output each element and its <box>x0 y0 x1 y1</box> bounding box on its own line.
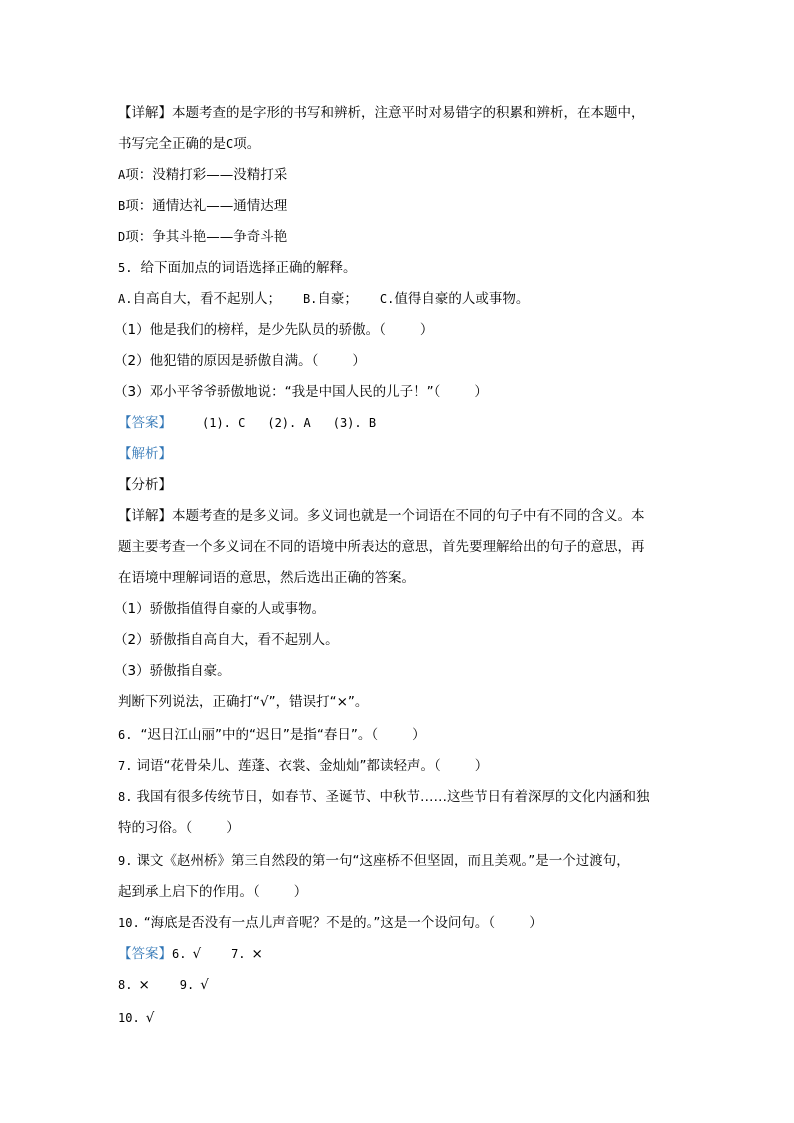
answer-value: (1). C <box>202 416 246 430</box>
sub-number: （1） <box>114 322 150 338</box>
check-mark-icon: √ <box>145 1010 155 1026</box>
question-number: 6. <box>118 728 133 742</box>
question-number: 5. <box>118 261 133 275</box>
question-text: 课文《赵州桥》第三自然段的第一句“这座桥不但坚固，而且美观。”是一个过渡句， <box>136 853 630 869</box>
option-text: 自豪； <box>317 291 358 307</box>
cross-mark-icon: × <box>251 946 263 962</box>
sub-text: 他是我们的榜样，是少先队员的骄傲。（ <box>149 322 386 338</box>
item-a <box>118 167 287 183</box>
answer-number: 8. <box>118 978 133 992</box>
question-7 <box>118 758 488 774</box>
option-letter: C <box>226 137 234 151</box>
item-text: 项：通情达礼——通情达理 <box>125 198 288 214</box>
option-text: 自高自大，看不起别人； <box>132 291 281 307</box>
paren-close: ） <box>529 915 543 931</box>
question-5-sub-3 <box>114 384 488 400</box>
answer-number: 10. <box>118 1011 140 1025</box>
judgement-answer-line-1 <box>118 946 263 962</box>
detail-2-line-1 <box>118 508 645 524</box>
fenxi-label: 【分析】 <box>118 477 172 493</box>
paren-close: ） <box>419 322 434 338</box>
question-text: “迟日江山丽”中的“迟日”是指“春日”。（ <box>140 727 379 743</box>
question-8 <box>118 789 649 805</box>
question-text: 我国有很多传统节日，如春节、圣诞节、中秋节……这些节日有着深厚的文化内涵和独 <box>136 789 650 805</box>
question-5-sub-2 <box>114 353 366 369</box>
paren-close: ） <box>293 884 308 900</box>
item-text: 项：争其斗艳——争奇斗艳 <box>125 229 288 245</box>
question-5-sub-1 <box>114 322 433 338</box>
question-5-title <box>118 260 356 276</box>
option-letter: C. <box>379 292 395 306</box>
explanation-text: （3）骄傲指自豪。 <box>114 663 231 679</box>
item-letter: B <box>118 199 126 213</box>
judgement-answer-line-2 <box>118 977 209 993</box>
answer-number: 6. <box>172 947 187 961</box>
question-10 <box>118 915 543 931</box>
detail-2-line-3 <box>118 570 415 586</box>
question-9 <box>118 853 630 869</box>
sub-number: （3） <box>114 384 150 400</box>
explanation-text: （1）骄傲指值得自豪的人或事物。 <box>114 601 326 617</box>
check-mark-icon: √ <box>192 946 202 962</box>
question-number: 9. <box>118 854 133 868</box>
analysis-heading <box>118 446 172 462</box>
answer-number: 9. <box>179 978 195 992</box>
check-mark-icon: √ <box>200 977 209 993</box>
question-text: “海底是否没有一点儿声音呢？不是的。”这是一个设问句。（ <box>143 915 496 931</box>
question-text: 起到承上启下的作用。（ <box>118 884 260 900</box>
instruction-text: 判断下列说法，正确打“√”，错误打“×”。 <box>118 694 369 710</box>
item-d <box>118 229 287 245</box>
sub-number: （2） <box>114 353 150 369</box>
paren-close: ） <box>474 758 489 774</box>
explanation-text: （2）骄傲指自高自大，看不起别人。 <box>114 632 339 648</box>
question-number: 10. <box>118 916 140 930</box>
cross-mark-icon: × <box>138 977 150 993</box>
question-text: 给下面加点的词语选择正确的解释。 <box>140 260 357 276</box>
question-5-options <box>118 291 529 307</box>
option-text: 值得自豪的人或事物。 <box>394 291 530 307</box>
judgement-instruction <box>118 694 368 710</box>
judgement-answer-line-3 <box>118 1010 154 1026</box>
question-5-answer <box>118 415 376 431</box>
detail-paragraph-line-2 <box>118 136 260 152</box>
detail-text: 本题考查的是字形的书写和辨析，注意平时对易错字的积累和辨析，在本题中， <box>172 105 645 121</box>
item-b <box>118 198 287 214</box>
question-6 <box>118 727 426 743</box>
detail-label: 【详解】 <box>118 508 172 524</box>
answer-number: 7. <box>231 947 246 961</box>
answer-value: (3). B <box>332 416 377 430</box>
detail-text: 项。 <box>233 136 261 152</box>
question-number: 7. <box>118 759 133 773</box>
question-text: 特的习俗。（ <box>118 820 193 836</box>
option-letter: A. <box>118 292 133 306</box>
analysis-label: 【解析】 <box>118 446 172 462</box>
item-letter: A <box>118 168 126 182</box>
detail-text: 书写完全正确的是 <box>118 136 226 152</box>
detail-paragraph-line-1 <box>118 105 645 121</box>
explanation-2 <box>114 632 339 648</box>
detail-2-line-2 <box>118 539 645 555</box>
question-text: 词语“花骨朵儿、莲蓬、衣裳、金灿灿”都读轻声。（ <box>136 758 441 774</box>
explanation-1 <box>114 601 325 617</box>
detail-text: 在语境中理解词语的意思，然后选出正确的答案。 <box>118 570 415 586</box>
sub-text: 他犯错的原因是骄傲自满。（ <box>149 353 319 369</box>
question-8-cont <box>118 820 240 836</box>
detail-text: 本题考查的是多义词。多义词也就是一个词语在不同的句子中有不同的含义。本 <box>172 508 645 524</box>
fenxi-heading <box>118 477 172 493</box>
answer-label: 【答案】 <box>118 415 172 431</box>
paren-close: ） <box>352 353 366 369</box>
option-letter: B. <box>302 292 318 306</box>
paren-close: ） <box>474 384 488 400</box>
answer-value: (2). A <box>267 416 311 430</box>
question-number: 8. <box>118 790 133 804</box>
paren-close: ） <box>226 820 240 836</box>
item-letter: D <box>118 230 126 244</box>
sub-text: 邓小平爷爷骄傲地说：“我是中国人民的儿子！”（ <box>149 384 441 400</box>
answer-label: 【答案】 <box>118 946 172 962</box>
item-text: 项：没精打彩——没精打采 <box>125 167 288 183</box>
explanation-3 <box>114 663 231 679</box>
detail-text: 题主要考查一个多义词在不同的语境中所表达的意思，首先要理解给出的句子的意思，再 <box>118 539 645 555</box>
question-9-cont <box>118 884 307 900</box>
paren-close: ） <box>412 727 426 743</box>
detail-label: 【详解】 <box>118 105 172 121</box>
